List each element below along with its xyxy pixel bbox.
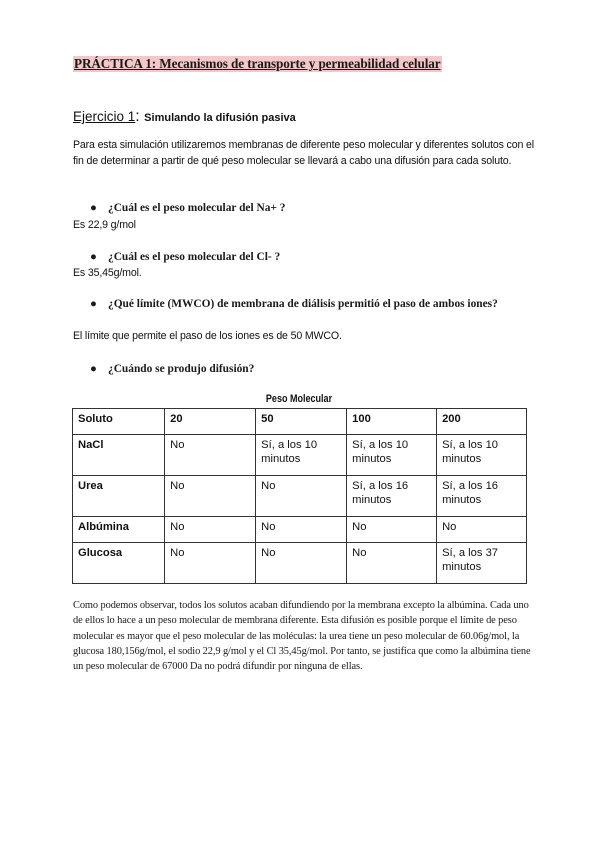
solute-cell: Urea	[73, 476, 165, 517]
table-cell: Sí, a los 10 minutos	[256, 435, 347, 476]
table-row	[73, 476, 527, 517]
table-cell: No	[256, 517, 347, 543]
table-cell: No	[165, 476, 256, 517]
table-row	[73, 517, 527, 543]
table-row	[73, 435, 527, 476]
table-cell: Sí, a los 10 minutos	[347, 435, 437, 476]
exercise-subtitle: Simulando la difusión pasiva	[144, 112, 296, 124]
table-cell: Sí, a los 16 minutos	[347, 476, 437, 517]
table-cell: No	[437, 517, 527, 543]
bullet-icon: ●	[90, 363, 97, 375]
solute-cell: NaCl	[73, 435, 165, 476]
header-cell: 20	[165, 409, 256, 435]
header-cell: 200	[437, 409, 527, 435]
question-3	[90, 296, 528, 312]
question-1	[90, 200, 528, 216]
diffusion-results-table	[72, 408, 527, 584]
table-cell: Sí, a los 16 minutos	[437, 476, 527, 517]
exercise-number: Ejercicio 1	[73, 109, 136, 124]
question-4	[90, 361, 528, 377]
document-title: PRÁCTICA 1: Mecanismos de transporte y permeabilidad celular	[74, 56, 441, 71]
table-cell: Sí, a los 10 minutos	[437, 435, 527, 476]
table-cell: No	[347, 543, 437, 584]
question-2	[90, 249, 528, 265]
solute-cell: Glucosa	[73, 543, 165, 584]
question-text: ¿Qué límite (MWCO) de membrana de diálisis permitió el paso de ambos iones?	[108, 298, 498, 310]
answer-3: El límite que permite el paso de los iones es de 50 MWCO.	[73, 330, 342, 342]
table-cell: No	[256, 543, 347, 584]
answer-2: Es 35,45g/mol.	[73, 267, 142, 279]
bullet-icon: ●	[90, 251, 97, 263]
header-cell: Soluto	[73, 409, 165, 435]
table-header-row	[73, 409, 527, 435]
question-text: ¿Cuál es el peso molecular del Cl- ?	[108, 251, 281, 263]
table-cell: No	[347, 517, 437, 543]
table-cell: No	[165, 517, 256, 543]
table-row	[73, 543, 527, 584]
exercise-heading	[73, 108, 296, 126]
table-cell: Sí, a los 37 minutos	[437, 543, 527, 584]
table-cell: No	[256, 476, 347, 517]
table-caption: Peso Molecular	[265, 393, 333, 405]
header-cell: 50	[256, 409, 347, 435]
table-cell: No	[165, 543, 256, 584]
bullet-icon: ●	[90, 202, 97, 214]
intro-paragraph: Para esta simulación utilizaremos membranas de diferente peso molecular y diferentes solutos con el fin de determinar a partir de qué peso molecular se llevará a cabo una difusión para cada soluto.	[73, 139, 534, 167]
question-text: ¿Cuál es el peso molecular del Na+ ?	[108, 202, 286, 214]
question-text: ¿Cuándo se produjo difusión?	[108, 363, 255, 375]
bullet-icon: ●	[90, 298, 97, 310]
answer-1: Es 22,9 g/mol	[73, 219, 136, 231]
table-cell: No	[165, 435, 256, 476]
header-cell: 100	[347, 409, 437, 435]
exercise-separator: :	[135, 108, 145, 125]
solute-cell: Albúmina	[73, 517, 165, 543]
conclusion-paragraph: Como podemos observar, todos los solutos acaban difundiendo por la membrana excepto la albúmina. Cada uno de ellos lo hace a un peso molecular de membrana diferente. Esta difusión es posible porque el límite de peso molecular es mayor que el peso molecular de las moléculas: la urea tiene un peso molecular de 60.06g/mol, la glucosa 180,156g/mol, el sodio 22,9 g/mol y el Cl 35,45g/mol. Por tanto, se justifica que como la albúmina tiene un peso molecular de 67000 Da no podrá difundir por ninguna de ellas.	[73, 600, 531, 673]
